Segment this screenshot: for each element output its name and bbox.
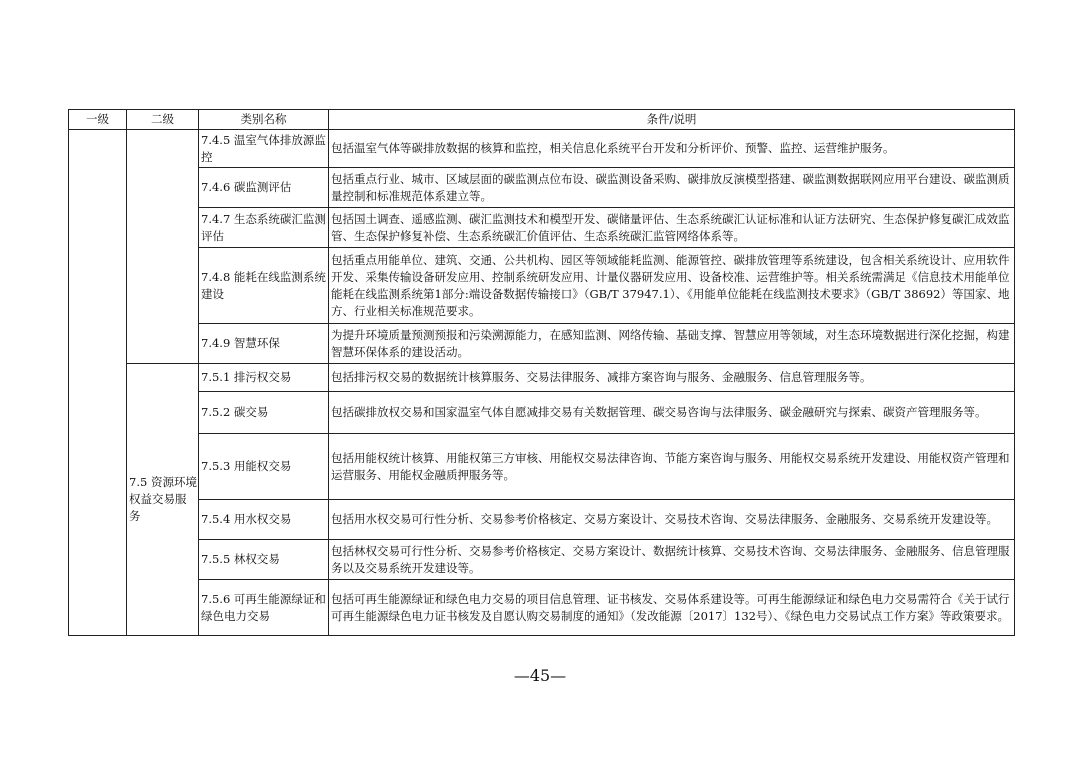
category-description: 包括排污权交易的数据统计核算服务、交易法律服务、减排方案咨询与服务、金融服务、信息管理服务等。 [329, 364, 1015, 392]
category-name: 7.4.9 智慧环保 [199, 324, 329, 364]
table-row [69, 168, 1015, 208]
category-name: 7.4.7 生态系统碳汇监测评估 [199, 208, 329, 248]
table-row [69, 392, 1015, 434]
classification-table [68, 109, 1015, 636]
category-name: 7.5.4 用水权交易 [199, 500, 329, 540]
level-1-cell [69, 130, 127, 636]
table-row [69, 248, 1015, 324]
header-category-name: 类别名称 [199, 110, 329, 130]
category-name: 7.5.3 用能权交易 [199, 434, 329, 500]
category-description: 包括重点行业、城市、区域层面的碳监测点位布设、碳监测设备采购、碳排放反演模型搭建、碳监测数据联网应用平台建设、碳监测质量控制和标准规范体系建立等。 [329, 168, 1015, 208]
header-level-1: 一级 [69, 110, 127, 130]
level-2-cell-7-4 [127, 130, 199, 364]
category-description: 包括用能权统计核算、用能权第三方审核、用能权交易法律咨询、节能方案咨询与服务、用能权交易系统开发建设、用能权资产管理和运营服务、用能权金融质押服务等。 [329, 434, 1015, 500]
category-description: 包括碳排放权交易和国家温室气体自愿减排交易有关数据管理、碳交易咨询与法律服务、碳金融研究与探索、碳资产管理服务等。 [329, 392, 1015, 434]
table-row [69, 208, 1015, 248]
category-description: 包括用水权交易可行性分析、交易参考价格核定、交易方案设计、交易技术咨询、交易法律服务、金融服务、交易系统开发建设等。 [329, 500, 1015, 540]
table-header-row [69, 110, 1015, 130]
category-name: 7.4.5 温室气体排放源监控 [199, 130, 329, 168]
header-conditions: 条件/说明 [329, 110, 1015, 130]
category-name: 7.5.1 排污权交易 [199, 364, 329, 392]
category-description: 包括国土调查、遥感监测、碳汇监测技术和模型开发、碳储量评估、生态系统碳汇认证标准和认证方法研究、生态保护修复碳汇成效监管、生态保护修复补偿、生态系统碳汇价值评估、生态系统碳汇监管网络体系等。 [329, 208, 1015, 248]
table-row [69, 540, 1015, 580]
category-description: 包括林权交易可行性分析、交易参考价格核定、交易方案设计、数据统计核算、交易技术咨询、交易法律服务、金融服务、信息管理服务以及交易系统开发建设等。 [329, 540, 1015, 580]
category-description: 包括重点用能单位、建筑、交通、公共机构、园区等领域能耗监测、能源管控、碳排放管理等系统建设，包含相关系统设计、应用软件开发、采集传输设备研发应用、控制系统研发应用、计量仪器研发应用、设备校准、运营维护等。相关系统需满足《信息技术用能单位能耗在线监测系统第1部分:端设备数据传输接口》（GB/T 37947.1）、《用能单位能耗在线监测技术要求》（GB/T 38692）等国家、地方、行业相关标准规范要求。 [329, 248, 1015, 324]
page-number: —45— [513, 666, 567, 685]
table-row [69, 130, 1015, 168]
category-name: 7.5.2 碳交易 [199, 392, 329, 434]
table-row [69, 500, 1015, 540]
category-name: 7.4.8 能耗在线监测系统建设 [199, 248, 329, 324]
table-row [69, 434, 1015, 500]
category-name: 7.5.6 可再生能源绿证和绿色电力交易 [199, 580, 329, 636]
category-name: 7.5.5 林权交易 [199, 540, 329, 580]
table-row [69, 580, 1015, 636]
category-name: 7.4.6 碳监测评估 [199, 168, 329, 208]
header-level-2: 二级 [127, 110, 199, 130]
table-row [69, 324, 1015, 364]
category-description: 包括可再生能源绿证和绿色电力交易的项目信息管理、证书核发、交易体系建设等。可再生能源绿证和绿色电力交易需符合《关于试行可再生能源绿色电力证书核发及自愿认购交易制度的通知》（发改能源〔2017〕132号）、《绿色电力交易试点工作方案》等政策要求。 [329, 580, 1015, 636]
table-row [69, 364, 1015, 392]
level-2-cell-7-5: 7.5 资源环境权益交易服务 [127, 364, 199, 636]
category-description: 为提升环境质量预测预报和污染溯源能力，在感知监测、网络传输、基础支撑、智慧应用等领域，对生态环境数据进行深化挖掘，构建智慧环保体系的建设活动。 [329, 324, 1015, 364]
category-description: 包括温室气体等碳排放数据的核算和监控，相关信息化系统平台开发和分析评价、预警、监控、运营维护服务。 [329, 130, 1015, 168]
